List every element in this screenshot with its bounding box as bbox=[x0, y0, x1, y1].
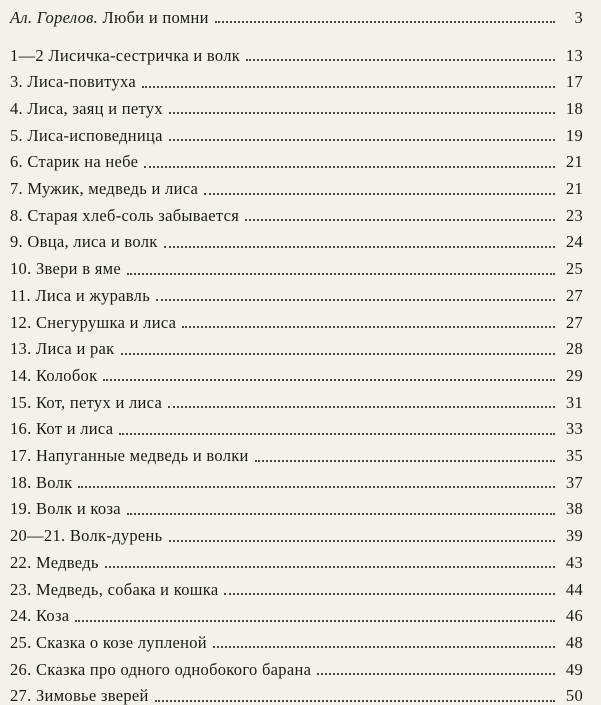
page-number: 3 bbox=[574, 7, 583, 27]
dot-leader bbox=[156, 297, 555, 301]
toc-entry-title: 8. Старая хлеб-соль забывается bbox=[10, 205, 240, 225]
toc-entry-title: 3. Лиса-повитуха bbox=[10, 72, 136, 92]
toc-entry-title: 15. Кот, петух и лиса bbox=[10, 392, 163, 412]
dot-leader bbox=[103, 377, 555, 381]
toc-entry-title: 23. Медведь, собака и кошка bbox=[10, 579, 219, 599]
toc-entry bbox=[10, 494, 583, 518]
page-number: 13 bbox=[565, 45, 583, 65]
page-number: 29 bbox=[565, 365, 583, 385]
toc-entry-title: 11. Лиса и журавль bbox=[10, 285, 151, 305]
toc-entry bbox=[10, 441, 583, 465]
dot-leader bbox=[245, 217, 555, 221]
dot-leader bbox=[169, 110, 555, 114]
toc-entry-title: 25. Сказка о козе лупленой bbox=[10, 632, 207, 652]
toc-entry bbox=[10, 601, 583, 625]
toc-entry bbox=[10, 387, 583, 411]
dot-leader bbox=[127, 271, 555, 275]
toc-entry bbox=[10, 147, 583, 171]
toc-entry bbox=[10, 547, 583, 571]
toc-entry bbox=[10, 227, 583, 251]
toc-entry bbox=[10, 307, 583, 331]
dot-leader bbox=[75, 618, 555, 622]
toc-entry-title: 20—21. Волк-дурень bbox=[10, 526, 163, 546]
toc-entry-title: 1—2 Лисичка-сестричка и волк bbox=[10, 45, 241, 65]
dot-leader bbox=[121, 351, 556, 355]
toc-entry-title: 14. Колобок bbox=[10, 365, 98, 385]
toc-entry bbox=[10, 467, 583, 491]
toc-entry-title: 16. Кот и лиса bbox=[10, 419, 114, 439]
dot-leader bbox=[78, 484, 555, 488]
toc-entry-title: 13. Лиса и рак bbox=[10, 339, 115, 359]
page-number: 28 bbox=[565, 339, 583, 359]
page-number: 21 bbox=[565, 152, 583, 172]
toc-entry bbox=[10, 40, 583, 64]
page-number: 38 bbox=[565, 499, 583, 519]
toc-entry-title: 5. Лиса-исповедница bbox=[10, 125, 163, 145]
page-number: 50 bbox=[565, 686, 583, 705]
toc-entry bbox=[10, 200, 583, 224]
dot-leader bbox=[224, 591, 555, 595]
toc-entry bbox=[10, 681, 583, 705]
page-number: 27 bbox=[565, 312, 583, 332]
toc-entry bbox=[10, 627, 583, 651]
toc-entry bbox=[10, 120, 583, 144]
page-number: 21 bbox=[565, 179, 583, 198]
page-number: 43 bbox=[565, 552, 583, 572]
page-number: 23 bbox=[565, 205, 583, 225]
page-number: 44 bbox=[565, 579, 583, 599]
page-number: 31 bbox=[565, 392, 583, 412]
dot-leader bbox=[105, 564, 555, 568]
dot-leader bbox=[144, 164, 555, 168]
toc-entry bbox=[10, 414, 583, 438]
toc-entry-title: 6. Старик на небе bbox=[10, 152, 139, 172]
toc-entry-title: 24. Коза bbox=[10, 606, 70, 626]
toc-entry-title: 4. Лиса, заяц и петух bbox=[10, 98, 163, 118]
toc-entry-title: 19. Волк и коза bbox=[10, 499, 121, 519]
page-number: 24 bbox=[565, 232, 583, 252]
page-number: 35 bbox=[565, 446, 583, 465]
dot-leader bbox=[119, 431, 555, 435]
toc-entry-title: 17. Напуганные медведь и волки bbox=[10, 446, 249, 465]
page-number: 37 bbox=[565, 472, 583, 492]
page-number: 18 bbox=[565, 98, 583, 118]
toc-entry bbox=[10, 654, 583, 678]
dot-leader bbox=[215, 19, 555, 23]
toc-entry bbox=[10, 521, 583, 545]
toc-intro-row bbox=[10, 2, 583, 26]
page-number: 19 bbox=[565, 125, 583, 145]
intro-work-title: Люби и помни bbox=[102, 7, 209, 27]
dot-leader bbox=[255, 458, 555, 462]
toc-entry-title: 18. Волк bbox=[10, 472, 73, 492]
page-number: 33 bbox=[565, 419, 583, 439]
toc-entry bbox=[10, 254, 583, 278]
toc-entry-title: 26. Сказка про одного однобокого барана bbox=[10, 659, 312, 679]
page-number: 17 bbox=[565, 72, 583, 92]
toc-entry-title: 22. Медведь bbox=[10, 552, 99, 572]
dot-leader bbox=[169, 538, 555, 542]
toc-entry bbox=[10, 67, 583, 91]
toc-entry bbox=[10, 360, 583, 384]
dot-leader bbox=[246, 57, 555, 61]
toc-entry-title: 27. Зимовье зверей bbox=[10, 686, 149, 705]
intro-author: Ал. Горелов. bbox=[10, 7, 99, 27]
toc-entry bbox=[10, 174, 583, 198]
page-number: 39 bbox=[565, 526, 583, 546]
page-number: 49 bbox=[565, 659, 583, 679]
toc-entry-title: 7. Мужик, медведь и лиса bbox=[10, 179, 199, 198]
dot-leader bbox=[317, 671, 555, 675]
dot-leader bbox=[213, 644, 555, 648]
toc-entry bbox=[10, 334, 583, 358]
dot-leader bbox=[127, 511, 555, 515]
toc-entry bbox=[10, 574, 583, 598]
toc-entry-title: 9. Овца, лиса и волк bbox=[10, 232, 158, 252]
toc-entry bbox=[10, 93, 583, 117]
toc-entry bbox=[10, 280, 583, 304]
page-number: 46 bbox=[565, 606, 583, 626]
intro-title bbox=[10, 7, 209, 27]
dot-leader bbox=[168, 404, 555, 408]
toc-entry-title: 12. Снегурушка и лиса bbox=[10, 312, 177, 332]
dot-leader bbox=[204, 191, 555, 195]
toc-entry-title: 10. Звери в яме bbox=[10, 259, 122, 279]
dot-leader bbox=[164, 244, 555, 248]
dot-leader bbox=[182, 324, 555, 328]
page-number: 48 bbox=[565, 632, 583, 652]
dot-leader bbox=[142, 84, 555, 88]
dot-leader bbox=[169, 137, 555, 141]
page-number: 27 bbox=[565, 285, 583, 305]
page-number: 25 bbox=[565, 259, 583, 279]
